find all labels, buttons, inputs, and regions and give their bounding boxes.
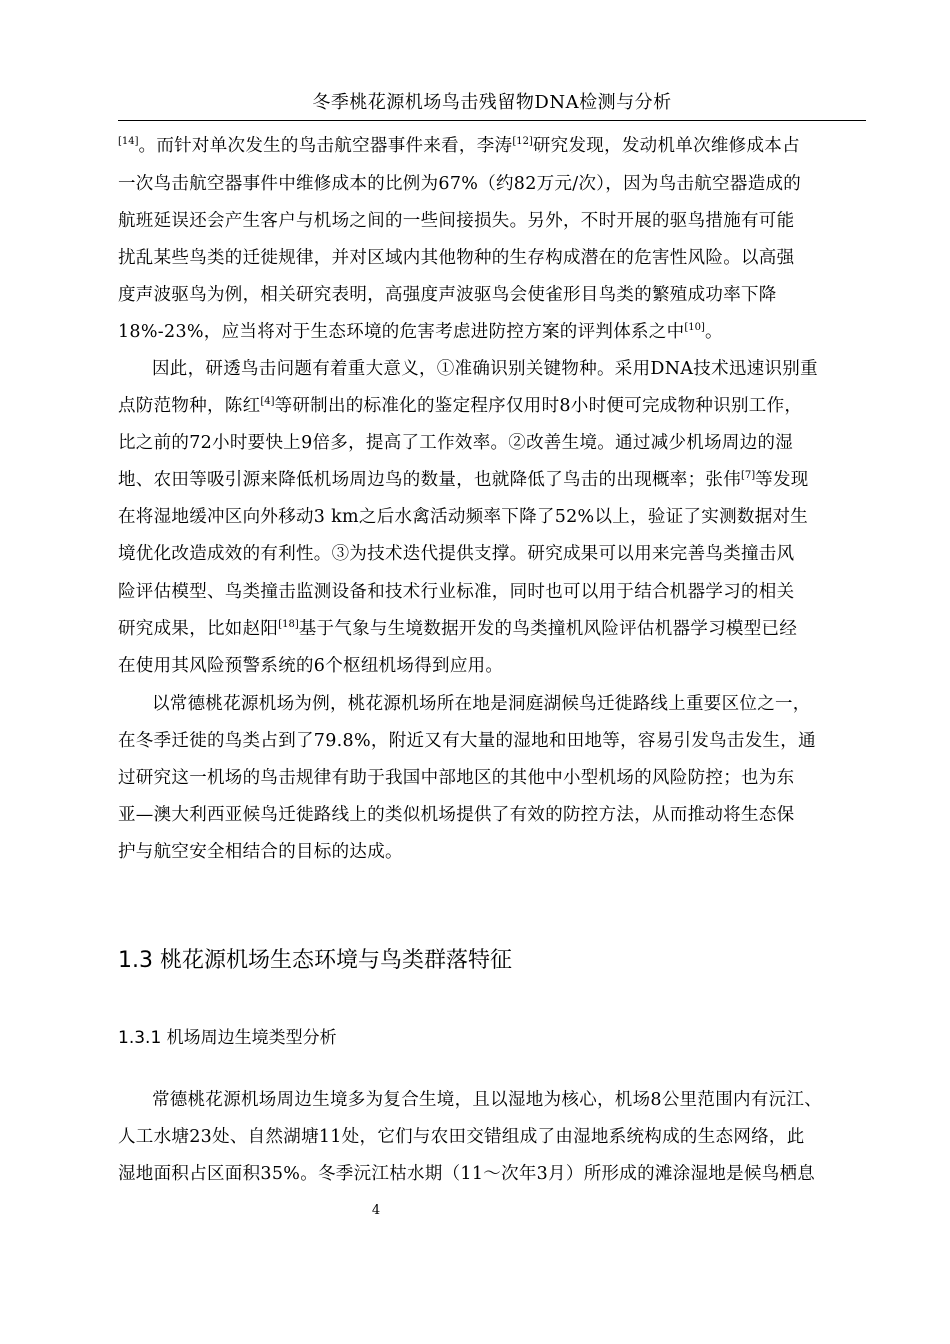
paragraph-line: 湿地面积占区面积35%。冬季沅江枯水期（11～次年3月）所形成的滩涂湿地是候鸟栖息 [118,1164,816,1184]
paragraph-line: 在将湿地缓冲区向外移动3 km之后水禽活动频率下降了52%以上，验证了实测数据对生 [118,507,809,527]
header-rule [118,120,866,121]
paragraph-line [118,134,800,158]
paragraph-line: 护与航空安全相结合的目标的达成。 [118,842,403,862]
line-text: 等发现 [755,470,809,490]
citation-ref: [7] [741,470,756,481]
paragraph-line: 过研究这一机场的鸟击规律有助于我国中部地区的其他中小型机场的风险防控；也为东 [118,768,795,788]
citation-ref: [14] [118,136,139,147]
citation-ref: [10] [684,322,705,333]
citation-ref: [4] [260,396,275,407]
line-text: 地、农田等吸引源来降低机场周边鸟的数量，也就降低了鸟击的出现概率；张伟 [118,470,741,490]
page-number: 4 [371,1203,381,1218]
paragraph-line: 在使用其风险预警系统的6个枢纽机场得到应用。 [118,656,504,676]
paragraph-line [118,394,802,418]
paragraph-line: 以常德桃花源机场为例，桃花源机场所在地是洞庭湖候鸟迁徙路线上重要区位之一， [152,694,811,714]
line-text: 研究发现，发动机单次维修成本占 [532,136,800,156]
line-text: 。而针对单次发生的鸟击航空器事件来看，李涛 [138,136,513,156]
line-text: 。 [704,322,723,342]
line-text: 等研制出的标准化的鉴定程序仅用时8小时便可完成物种识别工作， [274,396,803,416]
paragraph-line: 比之前的72小时要快上9倍多，提高了工作效率。②改善生境。通过减少机场周边的湿 [118,433,794,453]
paragraph-line: 因此，研透鸟击问题有着重大意义，①准确识别关键物种。采用DNA技术迅速识别重 [152,359,818,379]
paragraph-line: 险评估模型、鸟类撞击监测设备和技术行业标准，同时也可以用于结合机器学习的相关 [118,582,795,602]
subsection-heading: 1.3.1 机场周边生境类型分析 [118,1028,337,1048]
paragraph-line: 人工水塘23处、自然湖塘11处，它们与农田交错组成了由湿地系统构成的生态网络，此 [118,1127,805,1147]
paragraph-line [118,617,797,641]
paragraph-line: 常德桃花源机场周边生境多为复合生境，且以湿地为核心，机场8公里范围内有沅江、 [152,1090,823,1110]
citation-ref: [18] [278,619,299,630]
paragraph-line: 在冬季迁徙的鸟类占到了79.8%，附近又有大量的湿地和田地等，容易引发鸟击发生，通 [118,731,816,751]
line-text: 研究成果，比如赵阳 [118,619,279,639]
paragraph-line: 一次鸟击航空器事件中维修成本的比例为67%（约82万元/次），因为鸟击航空器造成的 [118,174,802,194]
line-text: 点防范物种，陈红 [118,396,261,416]
paragraph-line [118,320,723,344]
paragraph-line: 亚—澳大利西亚候鸟迁徙路线上的类似机场提供了有效的防控方法，从而推动将生态保 [118,805,795,825]
section-heading: 1.3 桃花源机场生态环境与鸟类群落特征 [118,948,512,973]
paragraph-line: 扰乱某些鸟类的迁徙规律，并对区域内其他物种的生存构成潜在的危害性风险。以高强 [118,248,795,268]
paragraph-line: 境优化改造成效的有利性。③为技术迭代提供支撑。研究成果可以用来完善鸟类撞击风 [118,544,795,564]
paragraph-line: 度声波驱鸟为例，相关研究表明，高强度声波驱鸟会使雀形目鸟类的繁殖成功率下降 [118,285,777,305]
citation-ref: [12] [512,136,533,147]
running-header: 冬季桃花源机场鸟击残留物DNA检测与分析 [312,92,672,113]
paragraph-line [118,468,809,492]
paragraph-line: 航班延误还会产生客户与机场之间的一些间接损失。另外，不时开展的驱鸟措施有可能 [118,211,795,231]
line-text: 18%-23%，应当将对于生态环境的危害考虑进防控方案的评判体系之中 [118,322,685,342]
line-text: 基于气象与生境数据开发的鸟类撞机风险评估机器学习模型已经 [298,619,798,639]
